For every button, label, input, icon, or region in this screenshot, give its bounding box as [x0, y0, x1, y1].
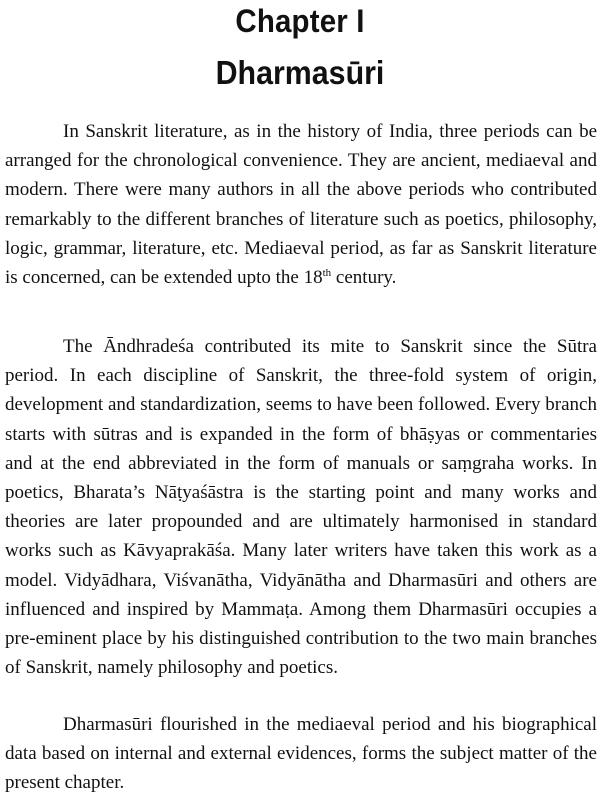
- chapter-title: Dharmasūri: [215, 54, 385, 91]
- paragraph-1-main: In Sanskrit literature, as in the history of India, three periods can be arranged for the chronological convenience. They are ancient, mediaeval and modern. There were many authors in all the above periods who contributed remarkably to the different branches of literature such as poetics, philosophy, logic, grammar, literature, etc. Mediaeval period, as far as Sanskrit literature is concerned, can be extended upto the 18: [5, 121, 597, 289]
- paragraph-1-end: century.: [331, 267, 397, 289]
- paragraph-1-text: [5, 117, 597, 292]
- paragraph-3-text: Dharmasūri flourished in the mediaeval period and his biographical data based on internal and external evidences, forms the subject matter of the present chapter.: [5, 714, 597, 794]
- ordinal-superscript: th: [322, 267, 332, 280]
- paragraph-2: [5, 332, 597, 682]
- paragraph-2-text: The Āndhradeśa contributed its mite to Sanskrit since the Sūtra period. In each discipline of Sanskrit, the three-fold system of origin, development and standardization, seems to have been followed. Every branch starts with sūtras and is expanded in the form of bhāṣyas or commentaries and at the end abbreviated in the form of manuals or saṃgraha works. In poetics, Bharata’s Nāṭyaśāstra is the starting point and many works and theories are later propounded and are ultimately harmonised in standard works such as Kāvyaprakāśa. Many later writers have taken this work as a model. Vidyādhara, Viśvanātha, Vidyānātha and Dharmasūri and others are influenced and inspired by Mammaṭa. Among them Dharmasūri occupies a pre-eminent place by his distinguished contribution to the two main branches of Sanskrit, namely philosophy and poetics.: [5, 336, 597, 679]
- paragraph-1: [5, 117, 597, 292]
- paragraph-3: [5, 710, 597, 798]
- chapter-label: Chapter I: [235, 3, 365, 39]
